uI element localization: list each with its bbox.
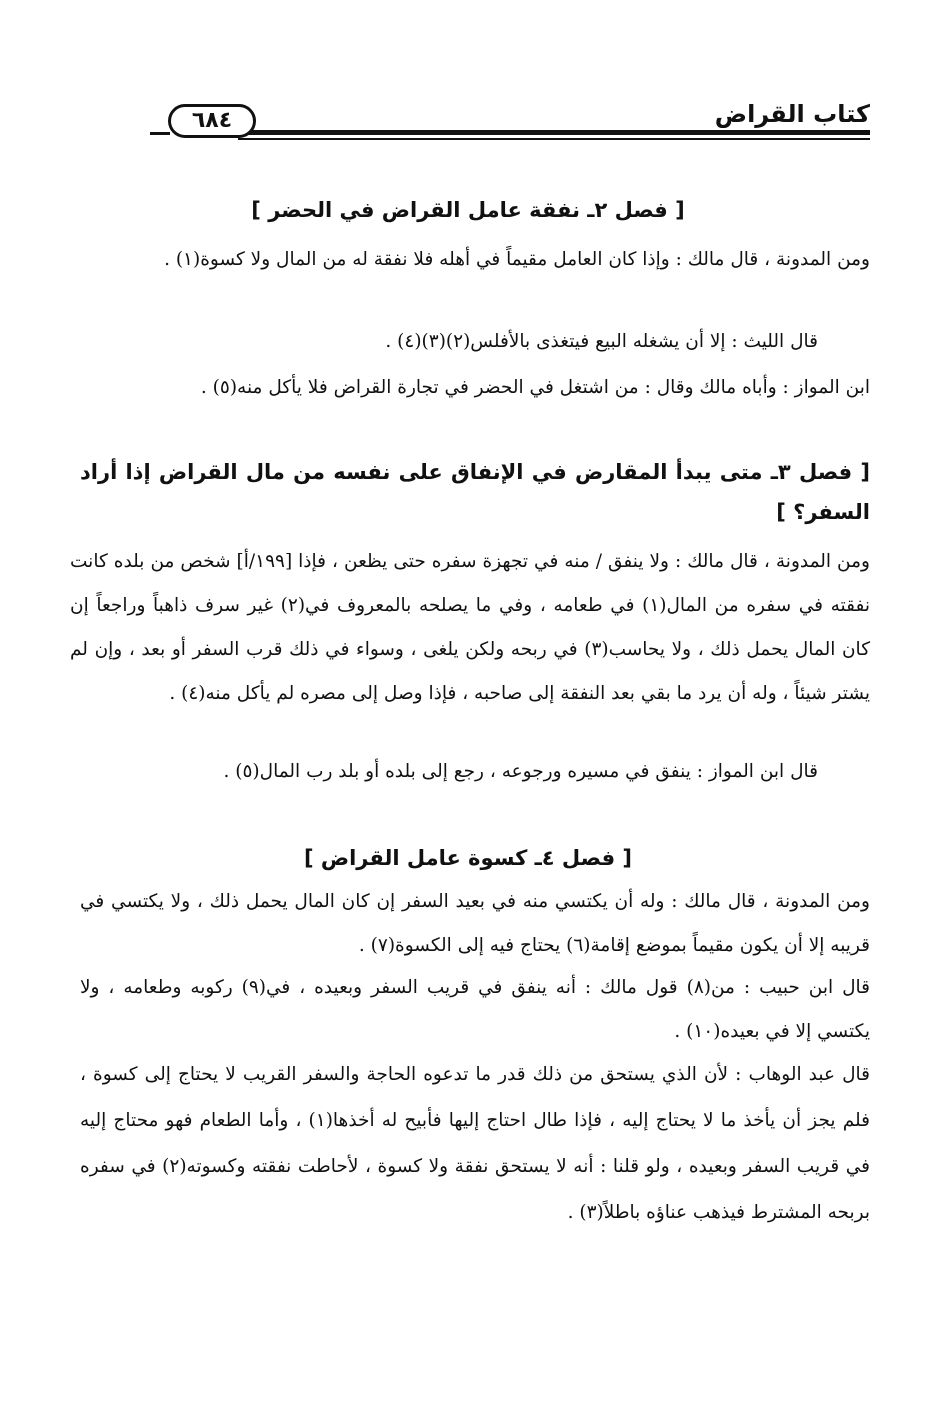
paragraph: ومن المدونة ، قال مالك : وإذا كان العامل مقيماً في أهله فلا نفقة له من المال ولا كسوة(١) . — [164, 249, 870, 270]
section-heading: [ فصل ٤ـ كسوة عامل القراض ] — [303, 846, 633, 870]
paragraph: ومن المدونة ، قال مالك : ولا ينفق / منه في تجهزة سفره حتى يظعن ، فإذا [١٩٩/أ] شخص من بلده كانت نفقته في سفره من المال(١) في طعامه ، وفي ما يصلحه بالمعروف في(٢) غير سرف ذاهباً وراجعاً إن كان المال يحمل ذلك ، ولا يحاسب(٣) في ربحه ولكن يلغى ، وسواء في ذلك قرب السفر أو بعد ، وإن لم يشتر شيئاً ، وله أن يرد ما بقي بعد النفقة إلى صاحبه ، فإذا وصل إلى مصره لم يأكل منه(٤) . — [70, 551, 870, 704]
paragraph: قال عبد الوهاب : لأن الذي يستحق من ذلك قدر ما تدعوه الحاجة والسفر القريب لا يحتاج إلى كسوة ، فلم يجز أن يأخذ ما لا يحتاج إليه ، فإذا طال احتاج إليها فأبيح له أخذها(١) ، وأما الطعام فهو محتاج إليه في قريب السفر وبعيده ، ولو قلنا : أنه لا يستحق نفقة ولا كسوة ، لأحاطت نفقته وكسوته(٢) في سفره بربحه المشترط فيذهب عناؤه باطلاً(٣) . — [80, 1064, 870, 1223]
header-rule-thin — [238, 138, 870, 140]
header-rule-tail — [150, 132, 170, 135]
section-heading: [ فصل ٢ـ نفقة عامل القراض في الحضر ] — [251, 198, 685, 222]
paragraph: قال الليث : إلا أن يشغله البيع فيتغذى بالأفلس(٢)(٣)(٤) . — [385, 331, 818, 352]
paragraph: ومن المدونة ، قال مالك : وله أن يكتسي منه في بعيد السفر إن كان المال يحمل ذلك ، ولا يكتسي في قريبه إلا أن يكون مقيماً بموضع إقامة(٦) يحتاج فيه إلى الكسوة(٧) . — [80, 891, 870, 956]
paragraph: قال ابن حبيب : من(٨) قول مالك : أنه ينفق في قريب السفر وبعيده ، في(٩) ركوبه وطعامه ، ولا يكتسي إلا في بعيده(١٠) . — [80, 977, 871, 1042]
book-title: كتاب القراض — [714, 100, 870, 128]
paragraph: ابن المواز : وأباه مالك وقال : من اشتغل في الحضر في تجارة القراض فلا يأكل منه(٥) . — [200, 377, 870, 398]
header-rule — [238, 130, 870, 135]
running-header — [150, 100, 870, 140]
paragraph: قال ابن المواز : ينفق في مسيره ورجوعه ، رجع إلى بلده أو بلد رب المال(٥) . — [223, 761, 818, 782]
page-number: ٦٨٤ — [168, 104, 256, 138]
section-heading: [ فصل ٣ـ متى يبدأ المقارض في الإنفاق على نفسه من مال القراض إذا أراد السفر؟ ] — [80, 460, 870, 524]
